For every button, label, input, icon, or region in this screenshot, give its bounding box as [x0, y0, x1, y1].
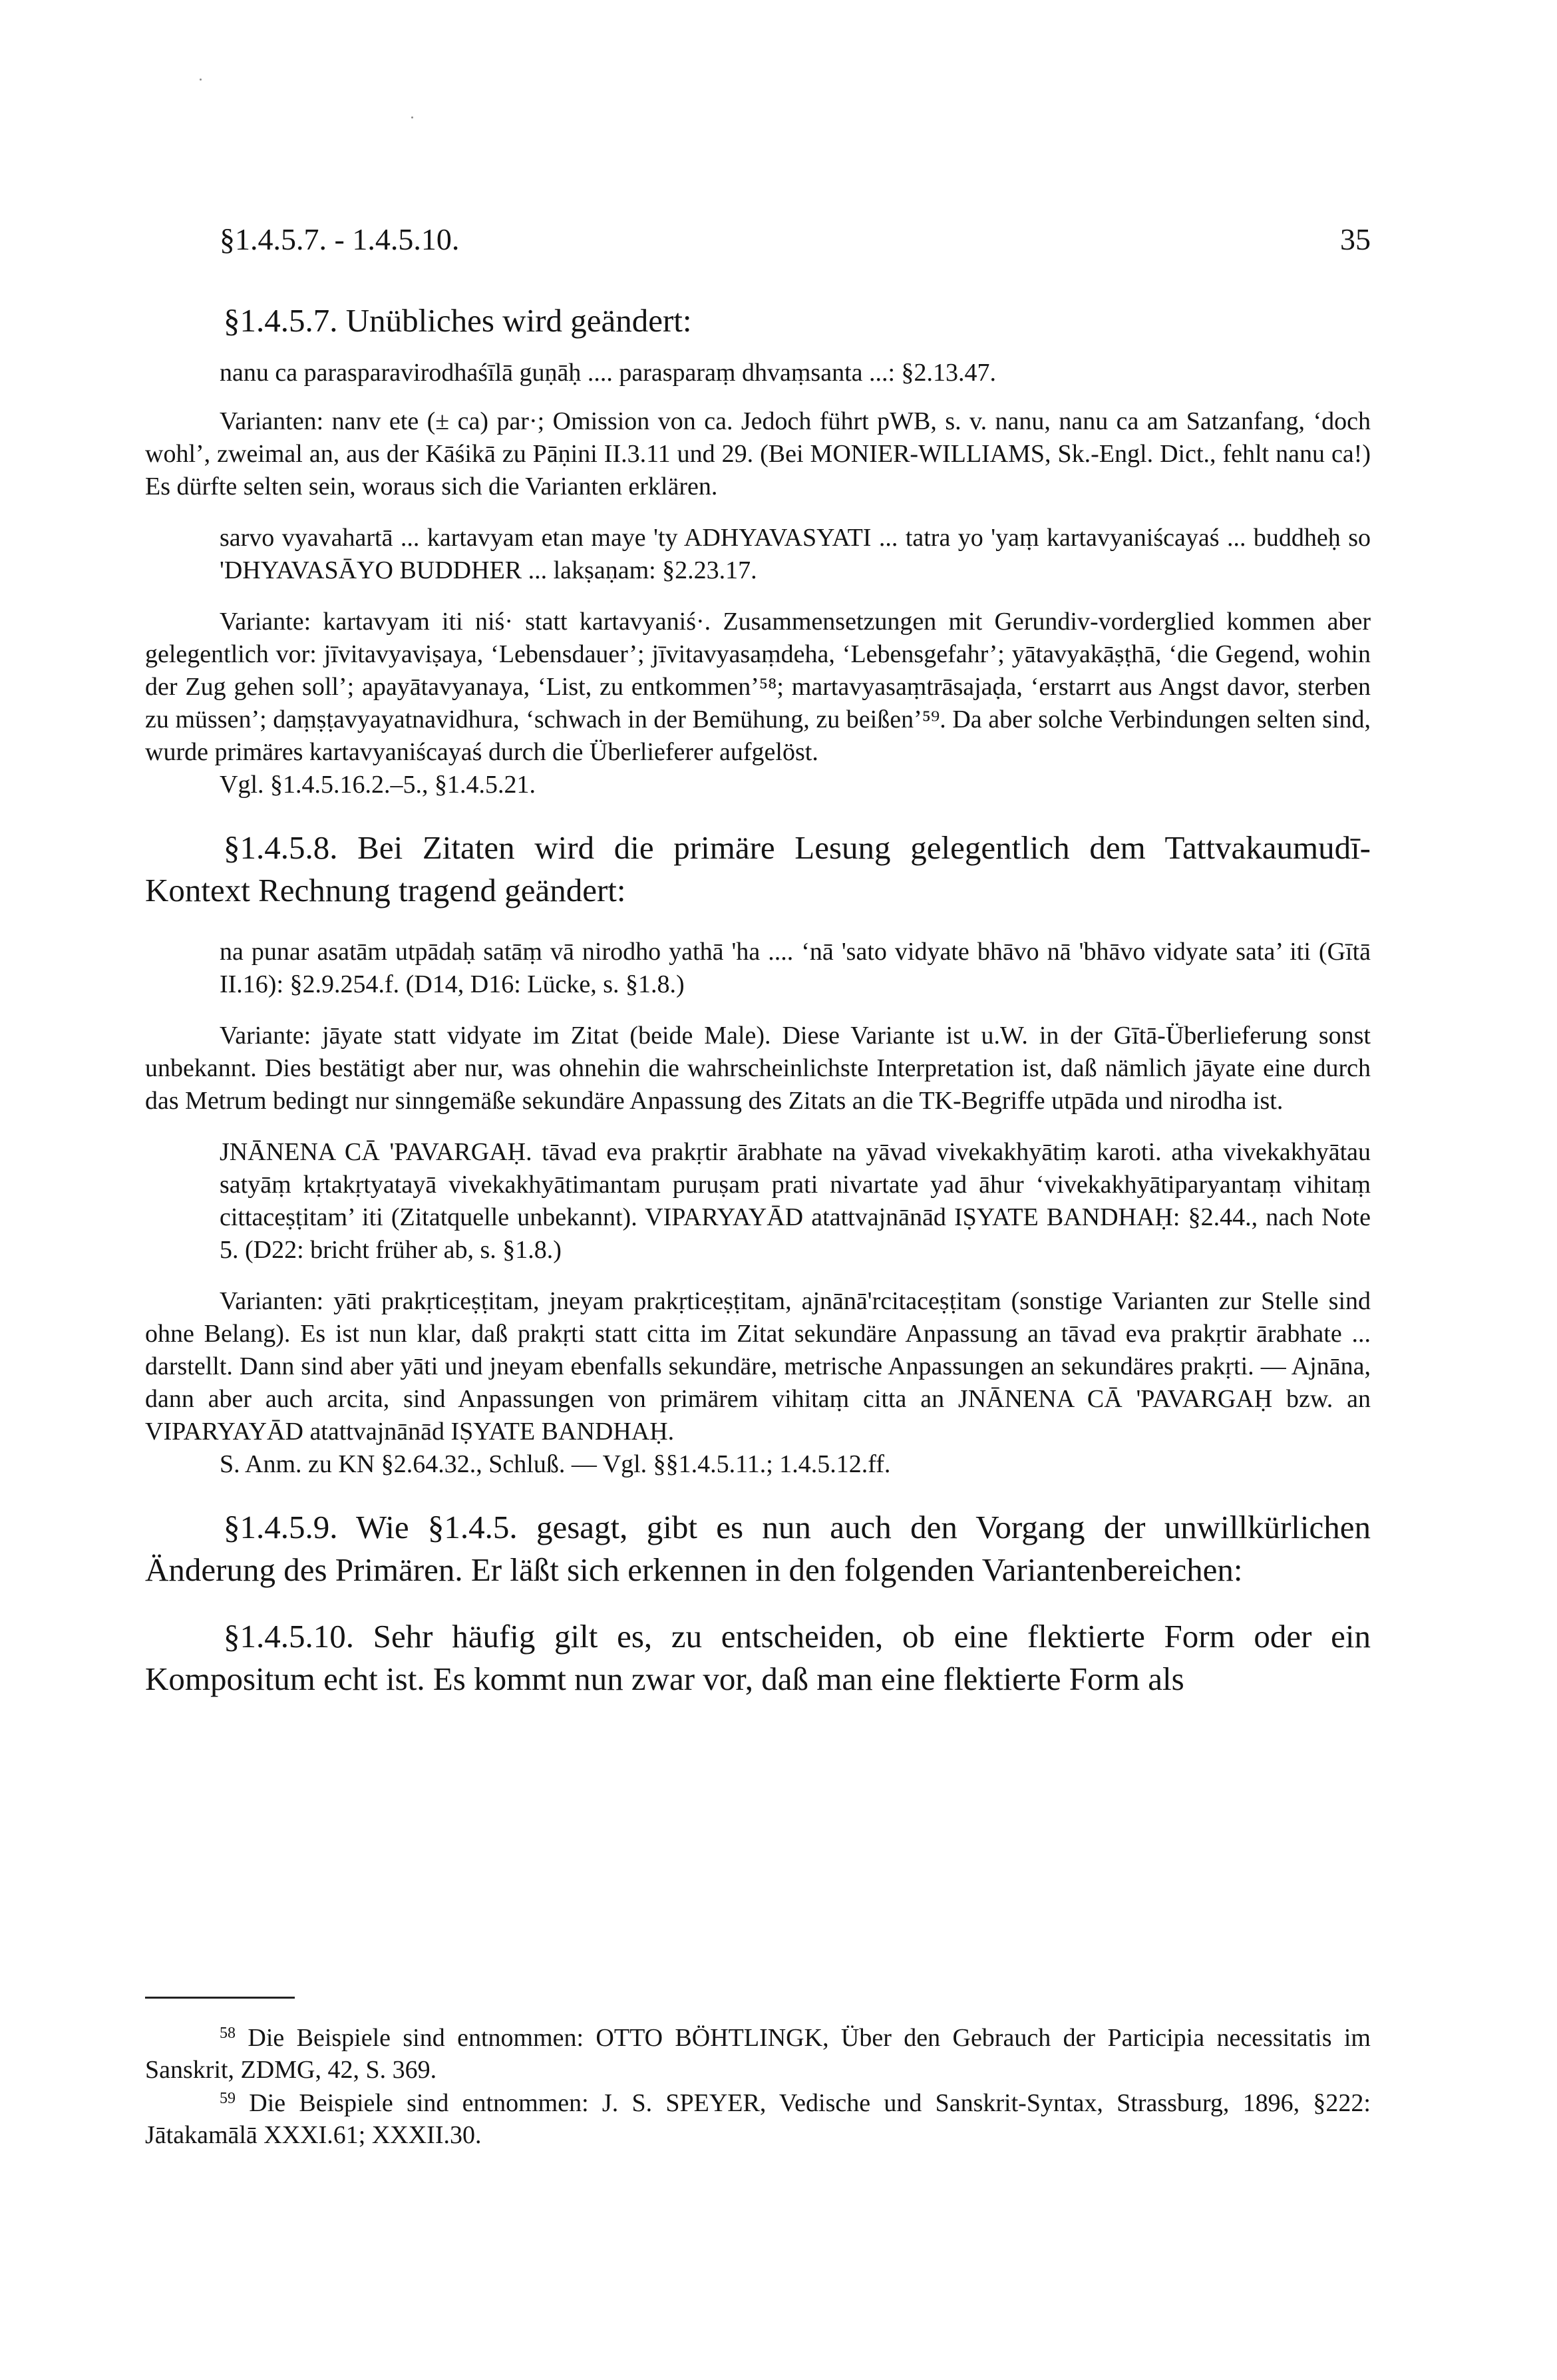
spacer [145, 1001, 1371, 1020]
variant-note: Variante: kartavyam iti niś· statt kartavyaniś·. Zusammensetzungen mit Gerundiv-vorderglied kommen aber gelegentlich vor: jīvitavyaviṣaya, ‘Lebensdauer’; jīvitavyasaṃdeha, ‘Lebensgefahr’; yātavyakāṣṭhā, ‘die Gegend, wohin der Zug gehen soll’; apayātavyanaya, ‘List, zu entkommen’⁵⁸; martavyasaṃtrāsajaḍa, ‘erstarrt aus Angst davor, sterben zu müssen’; daṃṣṭavyayatnavidhura, ‘schwach in der Bemühung, zu beißen’⁵⁹. Da aber solche Verbindungen selten sind, wurde primäres kartavyaniścayaś durch die Überlieferer aufgelöst. [145, 608, 1371, 766]
spacer [145, 503, 1371, 522]
spacer [145, 587, 1371, 606]
cross-reference: S. Anm. zu KN §2.64.32., Schluß. — Vgl. §§1.4.5.11.; 1.4.5.12.ff. [220, 1450, 891, 1478]
sanskrit-quote: JNĀNENA CĀ 'PAVARGAḤ. tāvad eva prakṛtir ārabhate na yāvad vivekakhyātiṃ karoti. atha vivekakhyātau satyāṃ kṛtakṛtyatayā vivekakhyātimantam puruṣam prati nivartate yad āhur ‘vivekakhyātiparyantaṃ vihitaṃ cittaceṣṭitam’ iti (Zitatquelle unbekannt). VIPARYAYĀD atattvajnānād IṢYATE BANDHAḤ: §2.44., nach Note 5. (D22: bricht früher ab, s. §1.8.) [220, 1138, 1371, 1264]
variant-note: Variante: jāyate statt vidyate im Zitat (beide Male). Diese Variante ist u.W. in der Gītā-Überlieferung sonst unbekannt. Dies bestätigt aber nur, was ohnehin die wahrscheinlichste Interpretation ist, daß nämlich jāyate eine durch das Metrum bedingt nur sinngemäße sekundäre Anpassung des Zitats an die TK-Begriffe utpāda und nirodha ist. [145, 1022, 1371, 1115]
footnote-number: 58 [220, 2025, 236, 2042]
sanskrit-quote: nanu ca parasparavirodhaśīlā guṇāḥ .... parasparaṃ dhvaṃsanta ...: §2.13.47. [220, 359, 997, 387]
page-number: 35 [1340, 222, 1371, 256]
section-paragraph: §1.4.5.8. Bei Zitaten wird die primäre Lesung gelegentlich dem Tattvakaumudī-Kontext Rechnung tragend geändert: [145, 829, 1371, 908]
scan-speck [200, 79, 202, 81]
variant-note: Varianten: nanv ete (± ca) par·; Omission von ca. Jedoch führt pWB, s. v. nanu, nanu ca am Satzanfang, ‘doch wohl’, zweimal an, aus der Kāśikā zu Pāṇini II.3.11 und 29. (Bei MONIER-WILLIAMS, Sk.-Engl. Dict., fehlt nanu ca!) Es dürfte selten sein, woraus sich die Varianten erklären. [145, 407, 1371, 500]
footnote [145, 2022, 1371, 2086]
footnote-number: 59 [220, 2090, 236, 2107]
footnote-text: Die Beispiele sind entnommen: OTTO BÖHTLINGK, Über den Gebrauch der Participia necessitatis im Sanskrit, ZDMG, 42, S. 369. [145, 2024, 1371, 2084]
section-heading: §1.4.5.7. Unübliches wird geändert: [224, 302, 692, 339]
spacer [145, 389, 1371, 405]
variant-note: Varianten: yāti prakṛticeṣṭitam, jneyam prakṛticeṣṭitam, ajnānā'rcitaceṣṭitam (sonstige Varianten zur Stelle sind ohne Belang). Es ist nun klar, daß prakṛti statt citta im Zitat sekundäre Anpassung an tāvad eva prakṛtir ārabhate ... darstellt. Dann sind aber yāti und jneyam ebenfalls sekundäre, metrische Anpassungen an sekundäres prakṛti. — Ajnāna, dann aber auch arcita, sind Anpassungen von primärem vihitaṃ citta an JNĀNENA CĀ 'PAVARGAḤ bzw. an VIPARYAYĀD atattvajnānād IṢYATE BANDHAḤ. [145, 1287, 1371, 1446]
spacer [145, 1267, 1371, 1285]
footnotes [145, 2022, 1371, 2152]
footnote-text: Die Beispiele sind entnommen: J. S. SPEYER, Vedische und Sanskrit-Syntax, Strassburg, 1896, §222: Jātakamālā XXXI.61; XXXII.30. [145, 2089, 1371, 2149]
scan-speck [411, 116, 413, 118]
spacer [145, 1117, 1371, 1136]
running-head [220, 220, 1371, 260]
main-text [145, 299, 1371, 1700]
footnote-rule [145, 1997, 295, 1999]
footnote [145, 2087, 1371, 2151]
section-paragraph: §1.4.5.10. Sehr häufig gilt es, zu entscheiden, ob eine flektierte Form oder ein Kompositum echt ist. Es kommt nun zwar vor, daß man eine flektierte Form als [145, 1618, 1371, 1697]
section-paragraph: §1.4.5.9. Wie §1.4.5. gesagt, gibt es nun auch den Vorgang der unwillkürlichen Änderung des Primären. Er läßt sich erkennen in den folgenden Variantenbereichen: [145, 1509, 1371, 1588]
sanskrit-quote: na punar asatām utpādaḥ satāṃ vā nirodho yathā 'ha .... ‘nā 'sato vidyate bhāvo nā 'bhāvo vidyate sata’ iti (Gītā II.16): §2.9.254.f. (D14, D16: Lücke, s. §1.8.) [220, 938, 1371, 998]
sanskrit-quote: sarvo vyavahartā ... kartavyam etan maye 'ty ADHYAVASYATI ... tatra yo 'yaṃ kartavyaniścayaś ... buddheḥ so 'DHYAVASĀYO BUDDHER ... lakṣaṇam: §2.23.17. [220, 524, 1371, 584]
running-head-section-range: §1.4.5.7. - 1.4.5.10. [220, 222, 460, 256]
cross-reference: Vgl. §1.4.5.16.2.–5., §1.4.5.21. [220, 771, 536, 799]
